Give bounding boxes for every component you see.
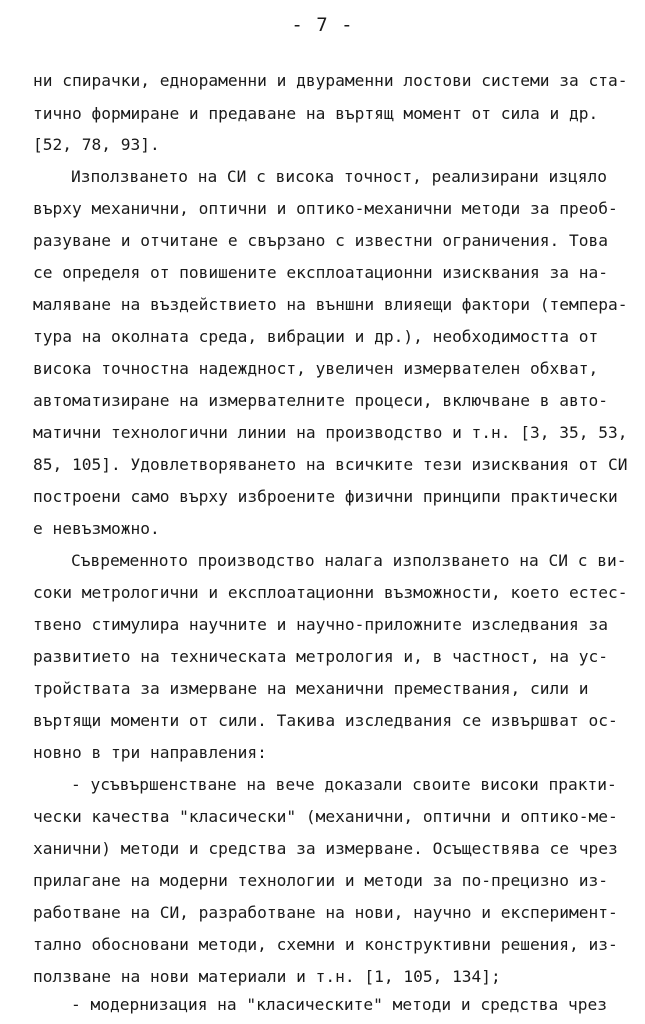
text-line: тално обосновани методи, схемни и конструктивни решения, из-: [33, 935, 618, 954]
paragraph-first-line: Използването на СИ с висока точност, реализирани изцяло: [71, 167, 608, 186]
text-line: развитието на техническата метрология и, в частност, на ус-: [33, 647, 608, 666]
text-line: тройствата за измерване на механични премествания, сили и: [33, 679, 589, 698]
text-line: автоматизиране на измервателните процеси, включване в авто-: [33, 391, 608, 410]
text-line: работване на СИ, разработване на нови, научно и експеримент-: [33, 903, 618, 922]
text-line: висока точностна надеждност, увеличен измервателен обхват,: [33, 359, 599, 378]
text-line: разуване и отчитане е свързано с известни ограничения. Това: [33, 231, 608, 250]
text-line: въртящи моменти от сили. Такива изследвания се извършват ос-: [33, 711, 618, 730]
text-line: твено стимулира научните и научно-приложните изследвания за: [33, 615, 608, 634]
text-line: се определя от повишените експлоатационни изисквания за на-: [33, 263, 608, 282]
text-line: тично формиране и предаване на въртящ момент от сила и др.: [33, 104, 599, 123]
paragraph-first-line: Съвременното производство налага използването на СИ с ви-: [71, 551, 627, 570]
list-item-first-line: - усъвършенстване на вече доказали своите високи практи-: [71, 775, 617, 794]
text-line: чески качества "класически" (механични, оптични и оптико-ме-: [33, 807, 618, 826]
text-line: прилагане на модерни технологии и методи за по-прецизно из-: [33, 871, 608, 890]
text-line: построени само върху изброените физични принципи практически: [33, 487, 618, 506]
page-number: - 7 -: [291, 14, 354, 36]
text-line: върху механични, оптични и оптико-механични методи за преоб-: [33, 199, 618, 218]
text-line: матични технологични линии на производство и т.н. [3, 35, 53,: [33, 423, 628, 442]
text-line: новно в три направления:: [33, 743, 267, 762]
text-line: ханични) методи и средства за измерване. Осъществява се чрез: [33, 839, 618, 858]
text-line: ползване на нови материали и т.н. [1, 105, 134];: [33, 967, 501, 986]
text-line: ни спирачки, еднораменни и двураменни лостови системи за ста-: [33, 71, 628, 90]
text-line: е невъзможно.: [33, 519, 160, 538]
text-line: [52, 78, 93].: [33, 135, 160, 154]
text-line: маляване на въздействието на външни влияещи фактори (темпера-: [33, 295, 628, 314]
text-line: 85, 105]. Удовлетворяването на всичките тези изисквания от СИ: [33, 455, 628, 474]
text-line: тура на околната среда, вибрации и др.), необходимостта от: [33, 327, 599, 346]
text-line: соки метрологични и експлоатационни възможности, което естес-: [33, 583, 628, 602]
list-item-first-line: - модернизация на "класическите" методи и средства чрез: [71, 995, 608, 1014]
